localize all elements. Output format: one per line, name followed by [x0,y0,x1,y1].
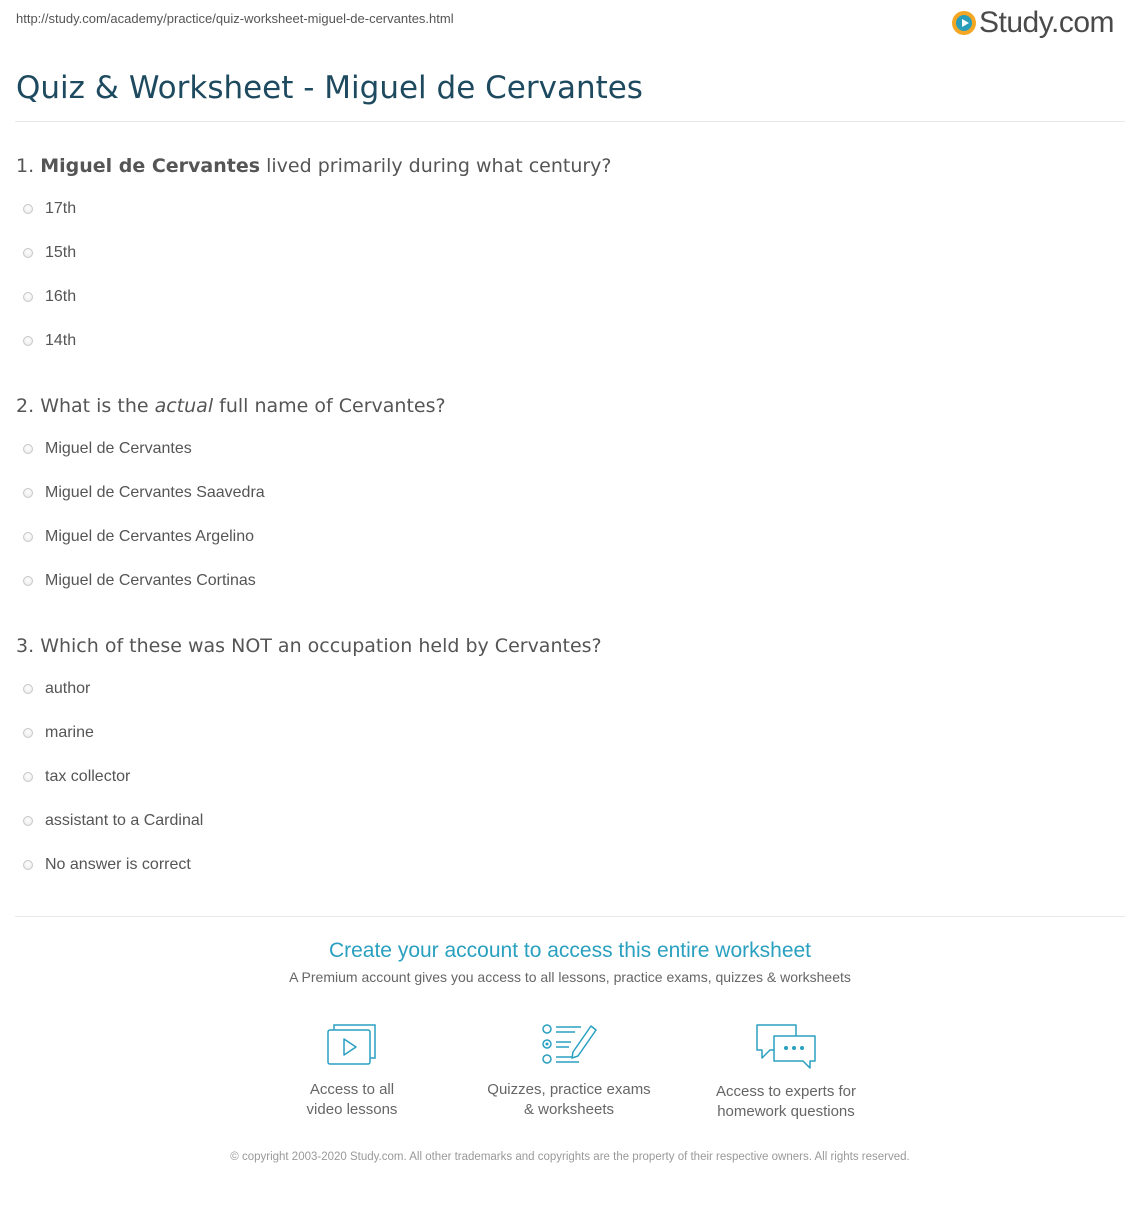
radio-button[interactable] [23,576,33,586]
radio-button[interactable] [23,532,33,542]
question-2: 2. What is the actual full name of Cervantes? [16,395,446,417]
study-play-logo-icon [952,11,976,35]
copyright-footer: © copyright 2003-2020 Study.com. All other trademarks and copyrights are the property of their respective owners. All rights reserved. [230,1151,910,1163]
radio-button[interactable] [23,816,33,826]
radio-button[interactable] [23,728,33,738]
page-title: Quiz & Worksheet - Miguel de Cervantes [16,70,643,106]
feature-label-line1: Access to all [309,1081,395,1098]
answer-option[interactable]: Miguel de Cervantes Argelino [23,528,254,546]
feature-label-line2: & worksheets [523,1101,615,1118]
feature-experts [686,1022,886,1122]
answer-option[interactable]: Miguel de Cervantes Saavedra [23,484,265,502]
divider [15,121,1125,122]
answer-option[interactable]: tax collector [23,768,130,786]
study-logo[interactable] [952,6,1114,40]
radio-button[interactable] [23,292,33,302]
quiz-checklist-icon [541,1022,597,1068]
question-3: 3. Which of these was NOT an occupation held by Cervantes? [16,635,602,657]
radio-button[interactable] [23,336,33,346]
feature-label-line2: video lessons [306,1101,398,1118]
logo-text: Study.com [979,6,1114,39]
radio-button[interactable] [23,684,33,694]
feature-label-line1: Access to experts for [715,1083,857,1100]
answer-option[interactable]: 17th [23,200,76,218]
feature-quizzes [469,1022,669,1120]
answer-option[interactable]: 16th [23,288,76,306]
video-lessons-icon [326,1022,378,1068]
answer-option[interactable]: Miguel de Cervantes [23,440,192,458]
answer-option[interactable]: marine [23,724,94,742]
radio-button[interactable] [23,488,33,498]
radio-button[interactable] [23,772,33,782]
answer-option[interactable]: author [23,680,90,698]
radio-button[interactable] [23,860,33,870]
radio-button[interactable] [23,204,33,214]
page-url: http://study.com/academy/practice/quiz-worksheet-miguel-de-cervantes.html [16,11,454,26]
cta-subtitle: A Premium account gives you access to all lessons, practice exams, quizzes & worksheets [289,969,851,985]
feature-label-line2: homework questions [717,1103,855,1120]
radio-button[interactable] [23,444,33,454]
divider [15,916,1125,917]
feature-video-lessons [252,1022,452,1120]
chat-bubbles-icon [754,1022,818,1070]
question-1: 1. Miguel de Cervantes lived primarily during what century? [16,155,612,177]
answer-option[interactable]: assistant to a Cardinal [23,812,203,830]
create-account-link[interactable]: Create your account to access this entire worksheet [328,939,812,962]
answer-option[interactable]: 14th [23,332,76,350]
feature-label-line1: Quizzes, practice exams [487,1081,651,1098]
answer-option[interactable]: No answer is correct [23,856,191,874]
answer-option[interactable]: 15th [23,244,76,262]
radio-button[interactable] [23,248,33,258]
answer-option[interactable]: Miguel de Cervantes Cortinas [23,572,256,590]
